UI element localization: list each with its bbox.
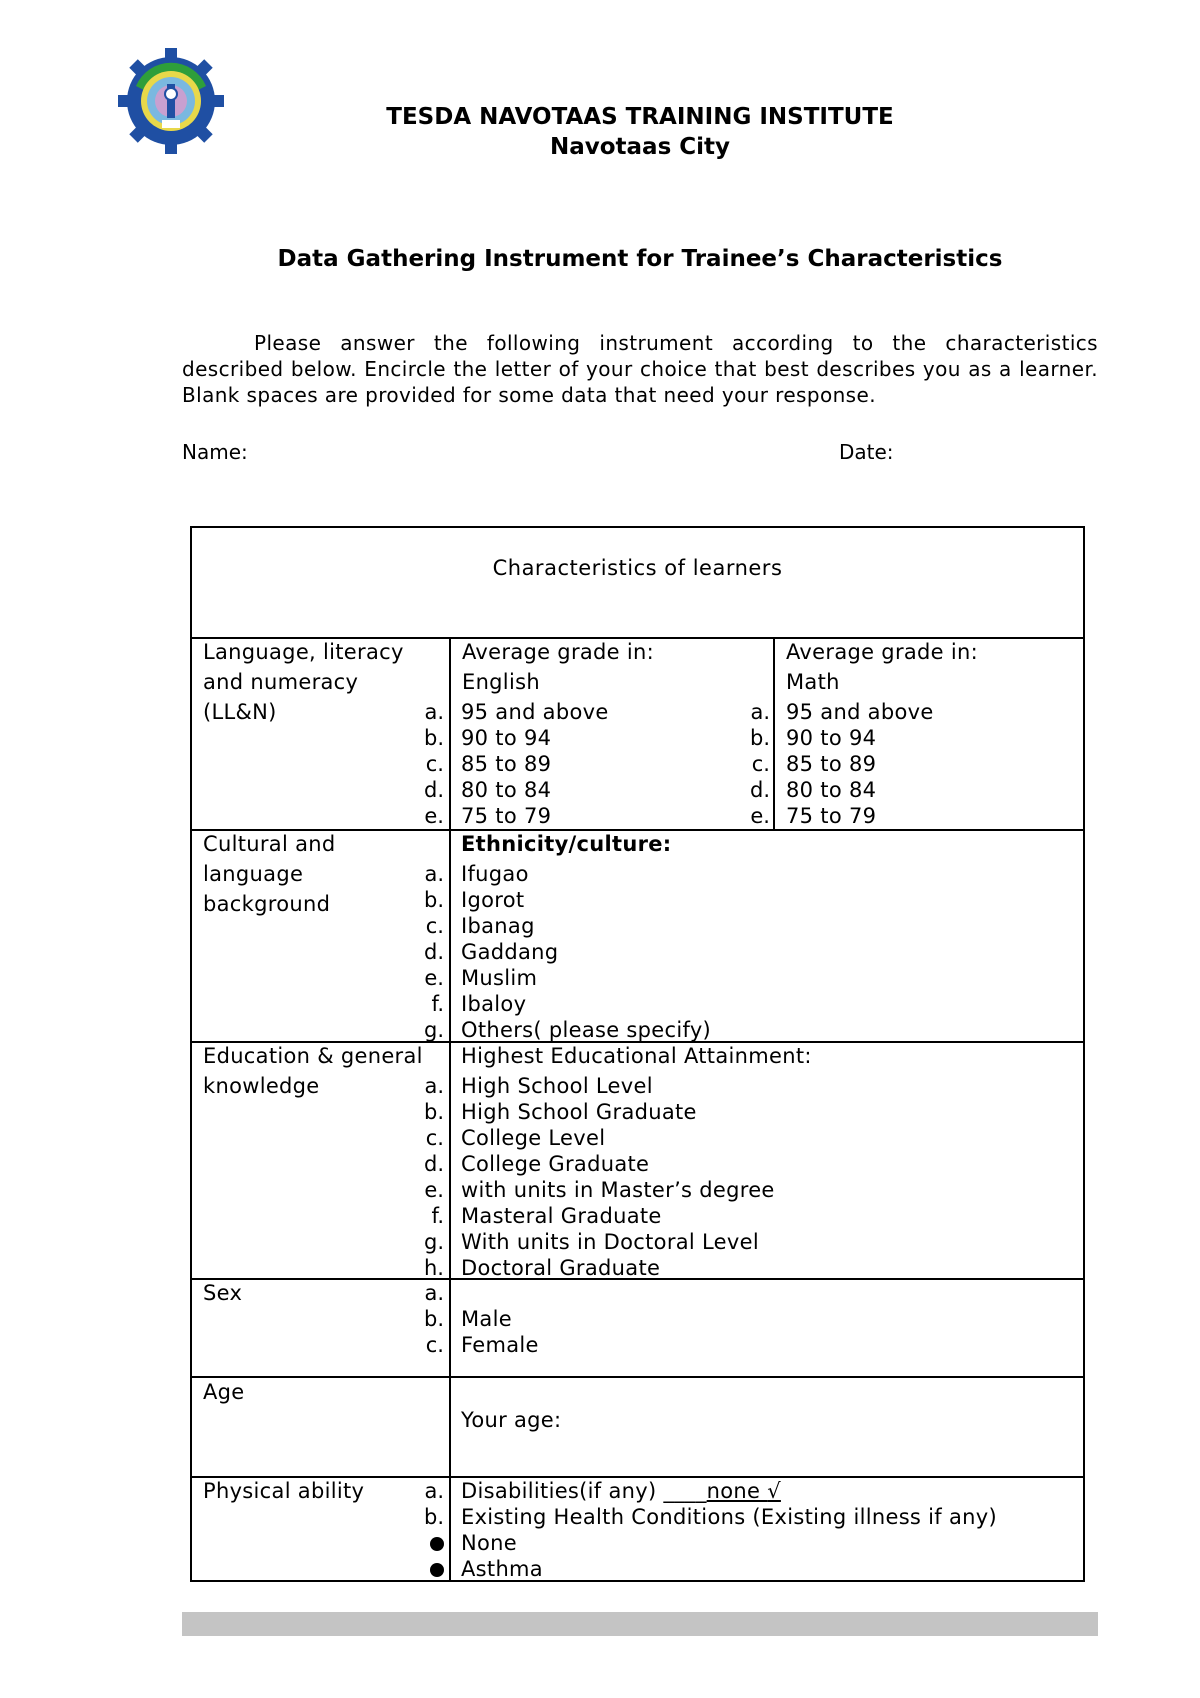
english-header: Average grade in: [462,640,654,664]
column-divider [773,637,775,829]
education-option: College Graduate [461,1152,650,1176]
option-letter: f. [431,1204,444,1228]
option-letter: b. [423,888,444,912]
option-letter: c. [425,914,444,938]
education-option: Masteral Graduate [461,1204,662,1228]
option-letter: c. [751,752,770,776]
llan-label-line: and numeracy [203,670,359,694]
table-title: Characteristics of learners [492,556,783,580]
math-option: 85 to 89 [786,752,877,776]
option-letter: d. [749,778,770,802]
ethnicity-option: Ibanag [461,914,535,938]
row-divider [190,1476,1085,1478]
disabilities-line [461,1479,781,1503]
llan-label-line: (LL&N) [203,700,277,724]
culture-label-line: language [203,862,304,886]
education-option: With units in Doctoral Level [461,1230,759,1254]
english-option: 90 to 94 [461,726,552,750]
bullet-marker [404,1557,444,1581]
option-letter: b. [423,1505,444,1529]
option-letter: h. [424,1256,444,1280]
ethnicity-option: Igorot [461,888,525,912]
age-label: Age [203,1380,245,1404]
option-letter: b. [423,726,444,750]
option-letter: d. [423,1152,444,1176]
option-letter: b. [749,726,770,750]
english-option: 80 to 84 [461,778,552,802]
institute-city: Navotaas City [549,134,731,160]
institute-name: TESDA NAVOTAAS TRAINING INSTITUTE [386,104,894,130]
option-letter: e. [750,804,770,828]
option-letter: e. [424,1178,444,1202]
option-letter: a. [424,1479,444,1503]
math-option: 95 and above [786,700,934,724]
option-letter: a. [424,700,444,724]
option-letter: b. [423,1307,444,1331]
math-option: 80 to 84 [786,778,877,802]
ethnicity-option: Muslim [461,966,538,990]
ethnicity-option: Ibaloy [461,992,527,1016]
education-option: Doctoral Graduate [461,1256,661,1280]
education-option: with units in Master’s degree [461,1178,775,1202]
math-option: 90 to 94 [786,726,877,750]
option-letter: g. [423,1018,444,1042]
row-divider [190,1376,1085,1378]
ethnicity-option: Gaddang [461,940,559,964]
document-title: Data Gathering Instrument for Trainee’s Characteristics [277,246,1003,272]
health-option: None [461,1531,517,1555]
option-letter: a. [424,1074,444,1098]
disabilities-answer-text: none [706,1479,768,1503]
physical-label: Physical ability [203,1479,365,1503]
option-letter: a. [424,862,444,886]
date-label: Date: [839,440,894,464]
english-option: 95 and above [461,700,609,724]
education-option: High School Graduate [461,1100,697,1124]
option-letter: e. [424,966,444,990]
llan-label-line: Language, literacy [203,640,404,664]
sex-option: Female [461,1333,539,1357]
bullet-icon [430,1537,444,1551]
option-letter: c. [425,752,444,776]
option-letter: d. [423,940,444,964]
instructions-paragraph [182,330,1098,408]
ethnicity-header: Ethnicity/culture: [461,832,672,856]
instructions-text: Please answer the following instrument according to the characteristics described below. Encircle the letter of your choice that best describes you as a learner. Blank spaces are provided for some data that need your response. [182,331,1098,407]
option-letter: c. [425,1126,444,1150]
education-header: Highest Educational Attainment: [461,1044,812,1068]
ethnicity-option: Others( please specify) [461,1018,712,1042]
name-label: Name: [182,440,248,464]
row-divider [190,637,1085,639]
row-divider [190,829,1085,831]
sex-option: Male [461,1307,512,1331]
footer-bar [182,1612,1098,1636]
english-option: 75 to 79 [461,804,552,828]
option-letter: g. [423,1230,444,1254]
option-letter: a. [424,1281,444,1305]
education-label-line: Education & general [203,1044,423,1068]
option-letter: d. [423,778,444,802]
education-option: College Level [461,1126,606,1150]
math-header: Average grade in: [786,640,978,664]
english-header: English [462,670,540,694]
bullet-marker [404,1531,444,1555]
option-letter: a. [750,700,770,724]
age-prompt: Your age: [461,1408,562,1432]
disabilities-answer [707,1479,781,1503]
culture-label-line: background [203,892,331,916]
disabilities-prefix: Disabilities(if any) [461,1479,664,1503]
bullet-icon [430,1563,444,1577]
english-option: 85 to 89 [461,752,552,776]
education-label-line: knowledge [203,1074,320,1098]
option-letter: e. [424,804,444,828]
disabilities-blank: ____ [663,1479,707,1503]
math-option: 75 to 79 [786,804,877,828]
education-option: High School Level [461,1074,653,1098]
option-letter: b. [423,1100,444,1124]
check-mark-icon: √ [767,1479,781,1503]
option-letter: f. [431,992,444,1016]
math-header: Math [786,670,840,694]
culture-label-line: Cultural and [203,832,336,856]
sex-label: Sex [203,1281,243,1305]
health-option: Asthma [461,1557,543,1581]
health-conditions: Existing Health Conditions (Existing illness if any) [461,1505,997,1529]
column-divider [449,637,451,1580]
option-letter: c. [425,1333,444,1357]
ethnicity-option: Ifugao [461,862,529,886]
